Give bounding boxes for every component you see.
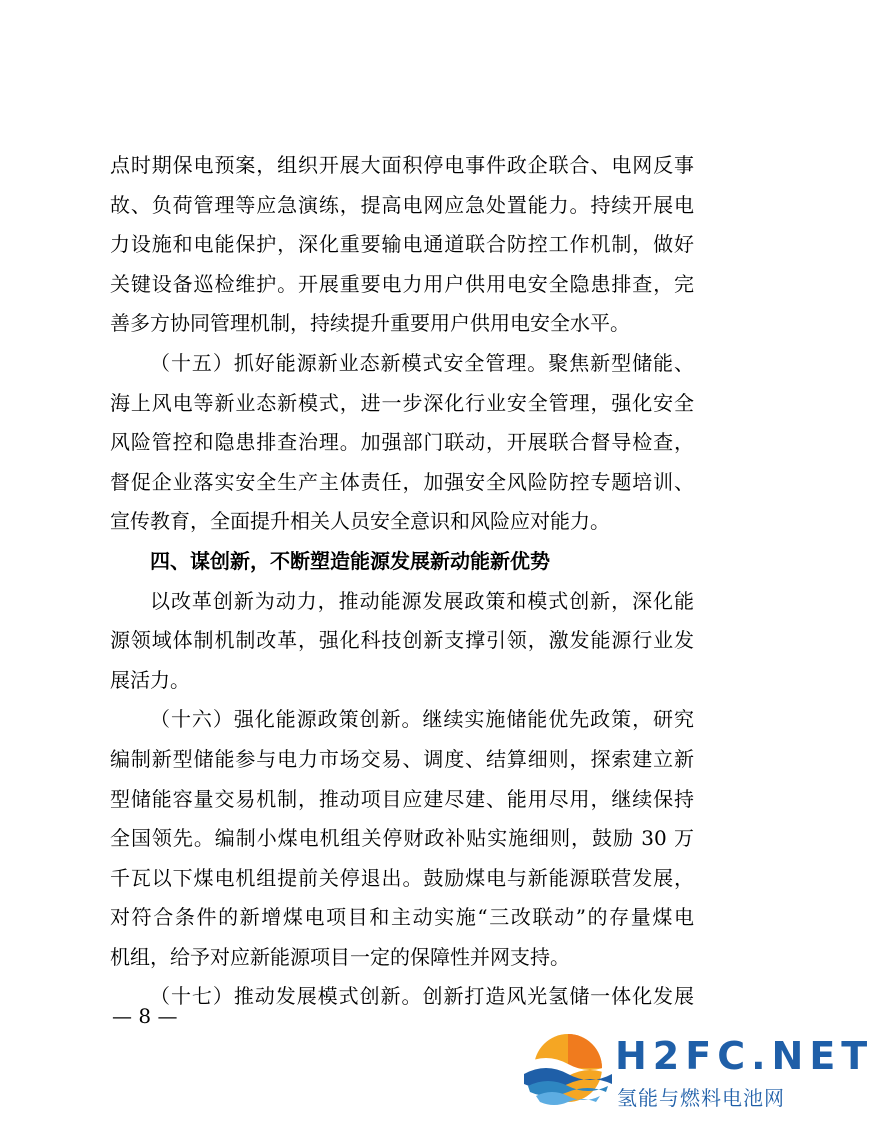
page-number: — 8 — — [112, 1004, 178, 1028]
text-line: 对符合条件的新增煤电项目和主动实施“三改联动”的存量煤电 — [110, 905, 694, 930]
h2fc-logo-icon — [520, 1030, 612, 1110]
text-line: 点时期保电预案，组织开展大面积停电事件政企联合、电网反事 — [110, 153, 694, 177]
document-body — [110, 146, 694, 1017]
text-line: 善多方协同管理机制，持续提升重要用户供用电安全水平。 — [110, 311, 630, 336]
watermark — [520, 1030, 873, 1110]
text-line: 展活力。 — [110, 667, 190, 692]
text-line: 千瓦以下煤电机组提前关停退出。鼓励煤电与新能源联营发展， — [110, 865, 694, 890]
text-line: 源领域体制机制改革，强化科技创新支撑引领，激发能源行业发 — [110, 628, 694, 653]
text-line: 故、负荷管理等应急演练，提高电网应急处置能力。持续开展电 — [110, 192, 694, 217]
text-line: 海上风电等新业态新模式，进一步深化行业安全管理，强化安全 — [110, 390, 694, 415]
text-line: （十七）推动发展模式创新。创新打造风光氢储一体化发展 — [150, 984, 694, 1009]
text-line: 以改革创新为动力，推动能源发展政策和模式创新，深化能 — [150, 588, 694, 613]
text-line: 型储能容量交易机制，推动项目应建尽建、能用尽用，继续保持 — [110, 786, 694, 811]
text-line: 督促企业落实安全生产主体责任，加强安全风险防控专题培训、 — [110, 469, 694, 494]
text-line: 全国领先。编制小煤电机组关停财政补贴实施细则，鼓励 30 万 — [110, 826, 694, 851]
text-line: 机组，给予对应新能源项目一定的保障性并网支持。 — [110, 944, 570, 969]
watermark-subtitle: 氢能与燃料电池网 — [617, 1086, 785, 1110]
text-line: （十五）抓好能源新业态新模式安全管理。聚焦新型储能、 — [150, 350, 694, 375]
text-line: 力设施和电能保护，深化重要输电通道联合防控工作机制，做好 — [110, 232, 694, 257]
text-line: 编制新型储能参与电力市场交易、调度、结算细则，探索建立新 — [110, 746, 694, 771]
watermark-brand: H2FC.NET — [615, 1034, 873, 1078]
text-line: 宣传教育，全面提升相关人员安全意识和风险应对能力。 — [110, 509, 610, 534]
text-line: 关键设备巡检维护。开展重要电力用户供用电安全隐患排查，完 — [110, 271, 694, 296]
section-heading: 四、谋创新，不断塑造能源发展新动能新优势 — [150, 548, 550, 573]
text-line: （十六）强化能源政策创新。继续实施储能优先政策，研究 — [150, 707, 694, 732]
text-line: 风险管控和隐患排查治理。加强部门联动，开展联合督导检查， — [110, 430, 694, 455]
